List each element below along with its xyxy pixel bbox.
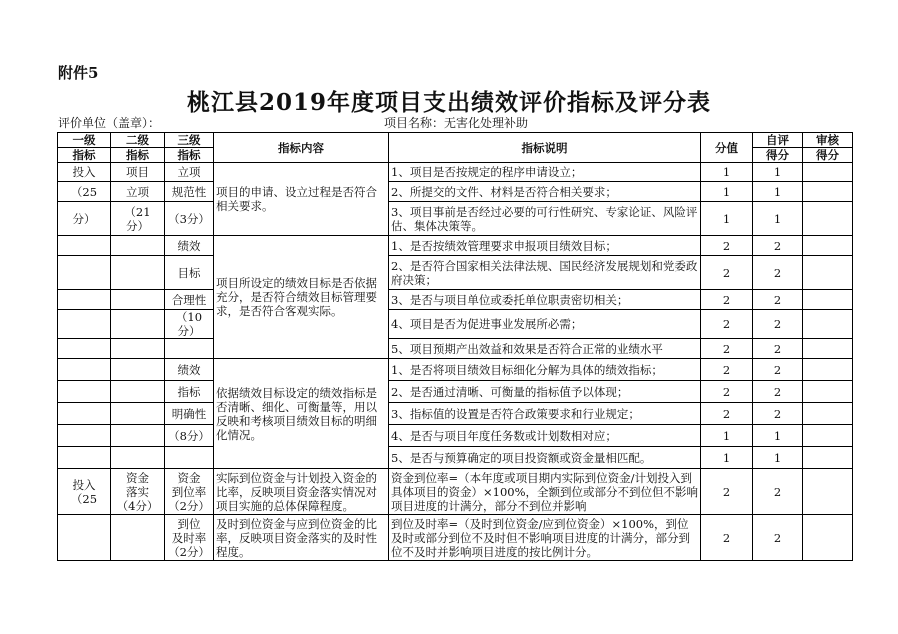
empty-cell (111, 381, 165, 403)
level3-label-b: 及时率 (171, 530, 207, 545)
score-cell: 2 (701, 469, 753, 515)
audit-score-cell (803, 290, 853, 310)
score-cell: 2 (701, 381, 753, 403)
description-cell: 4、项目是否为促进事业发展所必需； (389, 310, 701, 339)
description-cell: 2、所提交的文件、材料是否符合相关要求； (389, 182, 701, 202)
empty-cell (58, 236, 111, 256)
score-cell: 1 (701, 182, 753, 202)
table-row (58, 425, 853, 447)
header-row-top (58, 133, 853, 148)
level3-score: （2分） (168, 498, 210, 513)
level1-cell: 分） (58, 202, 111, 236)
level1-cell: 投入 (58, 163, 111, 182)
empty-cell (58, 256, 111, 290)
description-cell: 3、项目事前是否经过必要的可行性研究、专家论证、风险评估、集体决策等。 (389, 202, 701, 236)
self-score-cell: 2 (753, 310, 803, 339)
level1-label: 投入 (72, 477, 96, 492)
level3-label-b: 到位率 (171, 484, 207, 499)
description-cell: 到位及时率=（及时到位资金/应到位资金）×100%，到位及时或部分到位不及时但不影响项目进度的计满分，部分到位不及时并影响项目进度的按比例计分。 (389, 515, 701, 561)
empty-cell (111, 403, 165, 425)
level2-label-a: 资金 (126, 470, 149, 485)
level3-cell: 目标 (165, 256, 214, 290)
header-self-top: 自评 (753, 133, 803, 148)
header-level3-bottom: 指标 (165, 148, 214, 163)
empty-cell (111, 447, 165, 469)
empty-cell (111, 236, 165, 256)
level2-label-b: 落实 (126, 484, 149, 499)
content-cell: 依据绩效目标设定的绩效指标是否清晰、细化、可衡量等，用以反映和考核项目绩效目标的明细化情况。 (214, 359, 389, 469)
empty-cell (111, 515, 165, 561)
header-level1-top: 一级 (58, 133, 111, 148)
audit-score-cell (803, 381, 853, 403)
audit-score-cell (803, 163, 853, 182)
header-audit-top: 审核 (803, 133, 853, 148)
empty-cell (58, 425, 111, 447)
score-cell: 2 (701, 236, 753, 256)
table-row (58, 359, 853, 381)
audit-score-cell (803, 202, 853, 236)
score-cell: 1 (701, 163, 753, 182)
audit-score-cell (803, 339, 853, 359)
level3-score-b: 分） (177, 324, 201, 338)
level3-cell: 绩效 (165, 236, 214, 256)
empty-cell (165, 447, 214, 469)
level2-cell (111, 202, 165, 236)
empty-cell (111, 256, 165, 290)
level3-cell: 明确性 (165, 403, 214, 425)
score-table (57, 132, 853, 561)
self-score-cell: 1 (753, 202, 803, 236)
description-cell: 5、项目预期产出效益和效果是否符合正常的业绩水平 (389, 339, 701, 359)
content-cell: 及时到位资金与应到位资金的比率，反映项目资金落实的及时性程度。 (214, 515, 389, 561)
table-row (58, 202, 853, 236)
self-score-cell: 1 (753, 182, 803, 202)
level2-cell: 项目 (111, 163, 165, 182)
level3-label-a: 到位 (177, 516, 201, 531)
level3-cell (165, 310, 214, 339)
table-row (58, 469, 853, 515)
score-cell: 1 (701, 202, 753, 236)
self-score-cell: 1 (753, 425, 803, 447)
score-cell: 2 (701, 256, 753, 290)
empty-cell (58, 359, 111, 381)
empty-cell (58, 515, 111, 561)
self-score-cell: 2 (753, 469, 803, 515)
score-cell: 2 (701, 359, 753, 381)
empty-cell (58, 403, 111, 425)
description-cell: 2、是否符合国家相关法律法规、国民经济发展规划和党委政府决策； (389, 256, 701, 290)
description-cell: 1、项目是否按规定的程序申请设立； (389, 163, 701, 182)
header-level2-top: 二级 (111, 133, 165, 148)
header-level2-bottom: 指标 (111, 148, 165, 163)
empty-cell (111, 290, 165, 310)
audit-score-cell (803, 515, 853, 561)
self-score-cell: 1 (753, 163, 803, 182)
table-row (58, 381, 853, 403)
level1-score: （25 (70, 491, 98, 506)
table-row (58, 447, 853, 469)
table-row (58, 256, 853, 290)
empty-cell (111, 310, 165, 339)
level3-label-a: 资金 (177, 470, 201, 485)
level3-cell: 规范性 (165, 182, 214, 202)
self-score-cell: 2 (753, 236, 803, 256)
description-cell: 3、指标值的设置是否符合政策要求和行业规定； (389, 403, 701, 425)
level3-cell: （8分） (165, 425, 214, 447)
level3-score-a: （10 (175, 310, 203, 324)
score-cell: 1 (701, 447, 753, 469)
self-score-cell: 2 (753, 339, 803, 359)
empty-cell (58, 339, 111, 359)
empty-cell (58, 381, 111, 403)
self-score-cell: 2 (753, 256, 803, 290)
page-title: 桃江县2019年度项目支出绩效评价指标及评分表 (186, 89, 711, 116)
header-audit-bottom: 得分 (803, 148, 853, 163)
level3-cell: 指标 (165, 381, 214, 403)
table-row (58, 236, 853, 256)
table-row (58, 515, 853, 561)
attachment-label: 附件5 (58, 64, 99, 82)
header-content: 指标内容 (214, 133, 389, 163)
header-description: 指标说明 (389, 133, 701, 163)
audit-score-cell (803, 469, 853, 515)
level3-cell: 绩效 (165, 359, 214, 381)
empty-cell (111, 359, 165, 381)
audit-score-cell (803, 182, 853, 202)
description-cell: 4、是否与项目年度任务数或计划数相对应； (389, 425, 701, 447)
level2-cell (111, 469, 165, 515)
self-score-cell: 2 (753, 403, 803, 425)
description-cell: 5、是否与预算确定的项目投资额或资金量相匹配。 (389, 447, 701, 469)
level3-cell (165, 515, 214, 561)
table-row (58, 182, 853, 202)
project-name-label: 项目名称：无害化处理补助 (384, 116, 529, 130)
description-cell: 1、是否将项目绩效目标细化分解为具体的绩效指标； (389, 359, 701, 381)
score-cell: 2 (701, 403, 753, 425)
audit-score-cell (803, 236, 853, 256)
empty-cell (58, 447, 111, 469)
score-cell: 2 (701, 339, 753, 359)
self-score-cell: 2 (753, 359, 803, 381)
description-cell: 2、是否通过清晰、可衡量的指标值予以体现； (389, 381, 701, 403)
level3-cell (165, 469, 214, 515)
content-cell: 实际到位资金与计划投入资金的比率，反映项目资金落实情况对项目实施的总体保障程度。 (214, 469, 389, 515)
level3-cell: 立项 (165, 163, 214, 182)
audit-score-cell (803, 425, 853, 447)
score-cell: 2 (701, 290, 753, 310)
empty-cell (111, 339, 165, 359)
level2-score-a: （21 (124, 204, 151, 219)
empty-cell (111, 425, 165, 447)
audit-score-cell (803, 447, 853, 469)
description-cell: 3、是否与项目单位或委托单位职责密切相关； (389, 290, 701, 310)
header-level3-top: 三级 (165, 133, 214, 148)
header-self-bottom: 得分 (753, 148, 803, 163)
self-score-cell: 2 (753, 515, 803, 561)
score-cell: 2 (701, 310, 753, 339)
level2-score-b: 分） (126, 218, 149, 233)
level1-cell: （25 (58, 182, 111, 202)
level1-cell (58, 469, 111, 515)
table-row (58, 163, 853, 182)
content-cell: 项目所设定的绩效目标是否依据充分，是否符合绩效目标管理要求，是否符合客观实际。 (214, 236, 389, 359)
header-score: 分值 (701, 133, 753, 163)
header-level1-bottom: 指标 (58, 148, 111, 163)
audit-score-cell (803, 310, 853, 339)
self-score-cell: 2 (753, 381, 803, 403)
description-cell: 资金到位率=（本年度或项目期内实际到位资金/计划投入到具体项目的资金）×100%，全额到位或部分不到位但不影响项目进度的计满分，部分不到位并影响 (389, 469, 701, 515)
level3-cell: 合理性 (165, 290, 214, 310)
empty-cell (58, 310, 111, 339)
table-row (58, 403, 853, 425)
table-row (58, 339, 853, 359)
description-cell: 1、是否按绩效管理要求申报项目绩效目标； (389, 236, 701, 256)
level2-cell: 立项 (111, 182, 165, 202)
audit-score-cell (803, 256, 853, 290)
empty-cell (165, 339, 214, 359)
empty-cell (58, 290, 111, 310)
table-row (58, 310, 853, 339)
content-cell: 项目的申请、设立过程是否符合相关要求。 (214, 163, 389, 236)
level3-cell: （3分） (165, 202, 214, 236)
level2-score: （4分） (116, 498, 159, 513)
self-score-cell: 1 (753, 447, 803, 469)
audit-score-cell (803, 359, 853, 381)
score-cell: 2 (701, 515, 753, 561)
table-row (58, 290, 853, 310)
audit-score-cell (803, 403, 853, 425)
score-cell: 1 (701, 425, 753, 447)
self-score-cell: 2 (753, 290, 803, 310)
evaluator-label: 评价单位（盖章）： (58, 116, 161, 130)
level3-score: （2分） (168, 544, 210, 559)
